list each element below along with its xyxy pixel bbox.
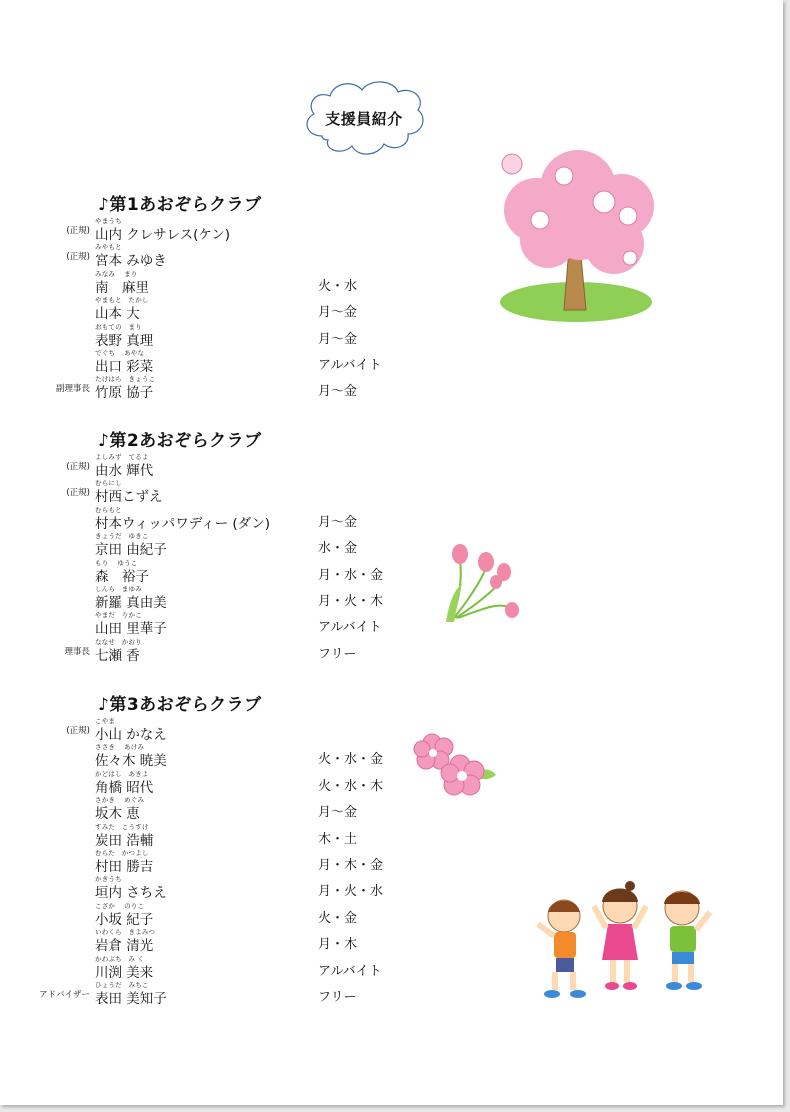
staff-schedule: 月～金 (318, 514, 358, 530)
staff-name-reading: ささき あけみ (95, 743, 145, 752)
staff-name: 山本 大 (95, 306, 140, 323)
staff-name-reading: かわぶち み く (95, 954, 145, 963)
club-title: ♪第1あおぞらクラブ (98, 195, 262, 215)
staff-schedule: 水・金 (318, 541, 358, 557)
staff-row (0, 584, 783, 610)
staff-row (0, 374, 783, 400)
staff-schedule: フリー (318, 646, 357, 662)
staff-name-reading: やまもと たかし (95, 296, 149, 305)
staff-schedule: 月～金 (318, 305, 358, 321)
staff-role: 理事長 (64, 646, 90, 657)
staff-name-reading: ななせ かおり (95, 637, 142, 646)
staff-name-reading: やまだ りかこ (95, 611, 142, 620)
staff-name: 岩倉 清光 (95, 938, 154, 955)
staff-name: 坂木 恵 (95, 806, 140, 823)
staff-name: 森 裕子 (95, 568, 149, 585)
staff-name: 新羅 真由美 (95, 595, 167, 611)
staff-schedule: 月・火・水 (318, 884, 384, 900)
staff-name-reading: むらにし (95, 479, 122, 488)
staff-row (0, 795, 783, 821)
staff-row (0, 452, 783, 478)
page-title: 支援員紹介 (325, 110, 403, 128)
staff-name: 村西こずえ (95, 489, 163, 506)
staff-name-reading: かきうち (95, 875, 122, 884)
staff-row (0, 478, 783, 504)
staff-name-reading: すみた こうすけ (95, 822, 149, 831)
staff-row (0, 822, 783, 848)
staff-name-reading: よしみず てるよ (95, 453, 149, 461)
staff-name: 角橋 昭代 (95, 779, 154, 796)
children-waving-icon (534, 876, 718, 1006)
club-title: ♪第2あおぞらクラブ (98, 431, 262, 451)
staff-schedule: 火・水・木 (318, 778, 384, 794)
staff-name: 竹原 協子 (95, 385, 154, 402)
staff-name: 村本ウィッパワディー (ダン) (95, 515, 271, 532)
staff-schedule: 木・土 (318, 831, 358, 847)
staff-schedule: フリー (318, 990, 357, 1005)
staff-schedule: 月～金 (318, 805, 358, 821)
staff-name-reading: しんら まゆみ (95, 585, 142, 593)
staff-schedule: 月・水・金 (318, 567, 384, 583)
staff-name-reading: もり ゆうこ (95, 558, 138, 567)
staff-name-reading: かどはし あきよ (95, 769, 149, 778)
staff-name: 京田 由紀子 (95, 542, 167, 559)
staff-name-reading: こざか のりこ (95, 901, 145, 910)
staff-name-reading: いわくら きよみつ (95, 928, 156, 937)
staff-role: (正規) (66, 488, 90, 499)
staff-schedule: 火・金 (318, 910, 358, 926)
staff-row (0, 769, 783, 795)
cherry-blossom-icon (412, 727, 500, 799)
tulip-bouquet-icon (440, 538, 550, 628)
staff-name-reading: でぐち あやな (95, 349, 145, 357)
staff-name-reading: むらた かつよし (95, 849, 149, 857)
staff-row (0, 848, 783, 874)
staff-name: 七瀬 香 (95, 647, 140, 664)
staff-row (0, 505, 783, 531)
staff-schedule: 月・火・木 (318, 594, 384, 609)
staff-row (0, 637, 783, 663)
staff-name-reading: こやま (95, 717, 116, 725)
staff-row (0, 610, 783, 636)
staff-name: 表田 美知子 (95, 991, 167, 1007)
staff-name-reading: きょうだ ゆきこ (95, 532, 149, 541)
staff-schedule: 火・水・金 (318, 752, 384, 768)
staff-name: 表野 真理 (95, 332, 154, 349)
title-cloud (300, 76, 428, 164)
staff-row (0, 322, 783, 348)
staff-schedule: 月・木 (318, 937, 358, 953)
staff-role: (正規) (66, 726, 90, 736)
staff-name-reading: みなみ まり (95, 269, 138, 278)
staff-name: 小山 かなえ (95, 727, 167, 743)
staff-name: 由水 輝代 (95, 463, 154, 479)
staff-name: 村田 勝吉 (95, 859, 154, 875)
staff-name: 炭田 浩輔 (95, 832, 154, 849)
staff-name-reading: さかき めぐみ (95, 796, 145, 805)
staff-name: 川渕 美来 (95, 964, 154, 981)
staff-name-reading: みやもと (95, 243, 122, 252)
staff-schedule: 火・水 (318, 278, 358, 294)
staff-row (0, 348, 783, 374)
club-title: ♪第3あおぞらクラブ (98, 695, 262, 715)
staff-schedule: 月～金 (318, 331, 358, 347)
staff-schedule: アルバイト (318, 620, 382, 636)
staff-role: 副理事長 (55, 384, 90, 395)
staff-schedule: 月～金 (318, 384, 358, 400)
staff-role: (正規) (66, 252, 90, 263)
staff-name: 山田 里華子 (95, 621, 167, 638)
staff-schedule: 月・木・金 (318, 858, 384, 873)
staff-schedule: アルバイト (318, 963, 382, 979)
staff-name-reading: おもての まり (95, 322, 142, 331)
staff-row (0, 716, 783, 742)
staff-name: 佐々木 暁美 (95, 753, 167, 770)
cherry-tree-icon (488, 140, 668, 325)
staff-name: 宮本 みゆき (95, 253, 167, 270)
staff-name: 山内 クレサレス(ケン) (95, 227, 230, 243)
staff-name-reading: たけはら きょうこ (95, 375, 156, 384)
staff-name: 小坂 紀子 (95, 911, 154, 928)
staff-role: アドバイザー (39, 990, 90, 1000)
staff-role: (正規) (66, 226, 90, 236)
staff-name-reading: やまうち (95, 217, 122, 225)
staff-row (0, 531, 783, 557)
staff-row (0, 742, 783, 768)
staff-role: (正規) (66, 462, 90, 472)
staff-name-reading: ひょうだ みちこ (95, 981, 149, 989)
staff-name: 南 麻里 (95, 279, 149, 296)
staff-row (0, 558, 783, 584)
staff-name: 垣内 さちえ (95, 885, 167, 902)
staff-schedule: アルバイト (318, 358, 382, 373)
staff-name-reading: むらもと (95, 505, 122, 514)
staff-name: 出口 彩菜 (95, 359, 154, 375)
